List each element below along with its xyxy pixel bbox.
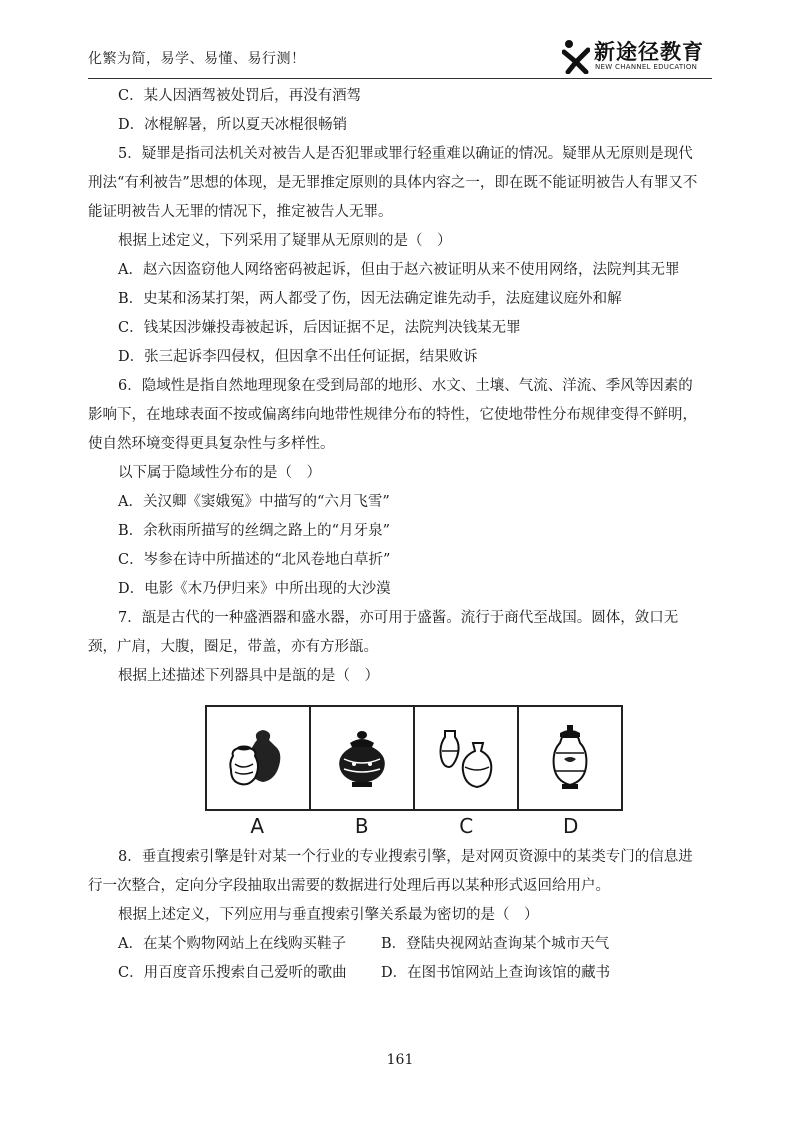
vessel-label-b: B bbox=[354, 814, 369, 838]
vessel-d-icon bbox=[550, 723, 590, 793]
brand-logo bbox=[562, 36, 712, 76]
q5-option-b: B．史某和汤某打架，两人都受了伤，因无法确定谁先动手，法庭建议庭外和解 bbox=[118, 291, 622, 307]
q7-stem: 7．瓿是古代的一种盛酒器和盛水器，亦可用于盛酱。流行于商代至战国。圆体，敛口无颈，广肩，大腹，圈足，带盖，亦有方形瓿。 bbox=[88, 610, 679, 655]
q8-option-c: C．用百度音乐搜索自己爱听的歌曲 bbox=[118, 965, 347, 981]
q6-option-b: B．余秋雨所描写的丝绸之路上的“月牙泉” bbox=[118, 523, 390, 539]
vessel-a-icon bbox=[223, 726, 293, 790]
q4-option-c: C．某人因酒驾被处罚后，再没有酒驾 bbox=[118, 88, 362, 104]
header-slogan: 化繁为简，易学、易懂、易行测！ bbox=[88, 51, 306, 67]
vessel-labels bbox=[205, 811, 623, 841]
vessel-frame-c bbox=[415, 707, 519, 809]
q8-option-b: B．登陆央视网站查询某个城市天气 bbox=[381, 936, 610, 952]
q6-option-d: D．电影《木乃伊归来》中所出现的大沙漠 bbox=[118, 581, 391, 597]
q5-option-a: A．赵六因盗窃他人网络密码被起诉，但由于赵六被证明从来不使用网络，法院判其无罪 bbox=[118, 262, 680, 278]
logo-text-en: NEW CHANNEL EDUCATION bbox=[595, 63, 698, 71]
q6-stem: 6．隐域性是指自然地理现象在受到局部的地形、水文、土壤、气流、洋流、季风等因素的影响下，在地球表面不按或偏离纬向地带性规律分布的特性，它使地带性分布规律变得不鲜明，使自然环境变得更具复杂性与多样性。 bbox=[88, 378, 697, 452]
q7-question: 根据上述描述下列器具中是瓿的是（ ） bbox=[118, 668, 379, 684]
q5-option-d: D．张三起诉李四侵权，但因拿不出任何证据，结果败诉 bbox=[118, 349, 478, 365]
q8-options-row-2 bbox=[88, 959, 700, 988]
q5-stem: 5．疑罪是指司法机关对被告人是否犯罪或罪行轻重难以确证的情况。疑罪从无原则是现代刑法“有利被告”思想的体现，是无罪推定原则的具体内容之一，即在既不能证明被告人有罪又不能证明被告人无罪的情况下，推定被告人无罪。 bbox=[88, 146, 698, 220]
page-number: 161 bbox=[386, 1052, 414, 1068]
q8-options-row-1 bbox=[88, 930, 700, 959]
q8-option-d: D．在图书馆网站上查询该馆的藏书 bbox=[381, 965, 611, 981]
vessel-label-a: A bbox=[250, 814, 265, 838]
logo-mark-icon bbox=[562, 38, 590, 74]
question-content bbox=[88, 82, 700, 988]
q6-option-c: C．岑参在诗中所描述的“北风卷地白草折” bbox=[118, 552, 391, 568]
header-divider bbox=[88, 78, 712, 79]
logo-text-cn: 新途径教育 bbox=[594, 40, 704, 64]
q6-question: 以下属于隐域性分布的是（ ） bbox=[118, 465, 321, 481]
vessel-frame-b bbox=[311, 707, 415, 809]
vessel-label-d: D bbox=[563, 814, 579, 838]
vessel-figure bbox=[88, 693, 700, 843]
q6-option-a: A．关汉卿《窦娥冤》中描写的“六月飞雪” bbox=[118, 494, 390, 510]
q4-option-d: D．冰棍解暑，所以夏天冰棍很畅销 bbox=[118, 117, 348, 133]
vessel-b-icon bbox=[334, 727, 390, 789]
q8-stem: 8．垂直搜索引擎是针对某一个行业的专业搜索引擎，是对网页资源中的某类专门的信息进行一次整合，定向分字段抽取出需要的数据进行处理后再以某种形式返回给用户。 bbox=[88, 849, 693, 894]
q8-option-a: A．在某个购物网站上在线购买鞋子 bbox=[118, 936, 346, 952]
vessel-frame-d bbox=[519, 707, 621, 809]
page-header bbox=[88, 34, 712, 78]
vessel-c-icon bbox=[431, 723, 501, 793]
vessel-frame-a bbox=[207, 707, 311, 809]
q5-option-c: C．钱某因涉嫌投毒被起诉，后因证据不足，法院判决钱某无罪 bbox=[118, 320, 521, 336]
q8-question: 根据上述定义，下列应用与垂直搜索引擎关系最为密切的是（ ） bbox=[118, 907, 539, 923]
vessel-label-c: C bbox=[459, 814, 474, 838]
q5-question: 根据上述定义，下列采用了疑罪从无原则的是（ ） bbox=[118, 233, 452, 249]
